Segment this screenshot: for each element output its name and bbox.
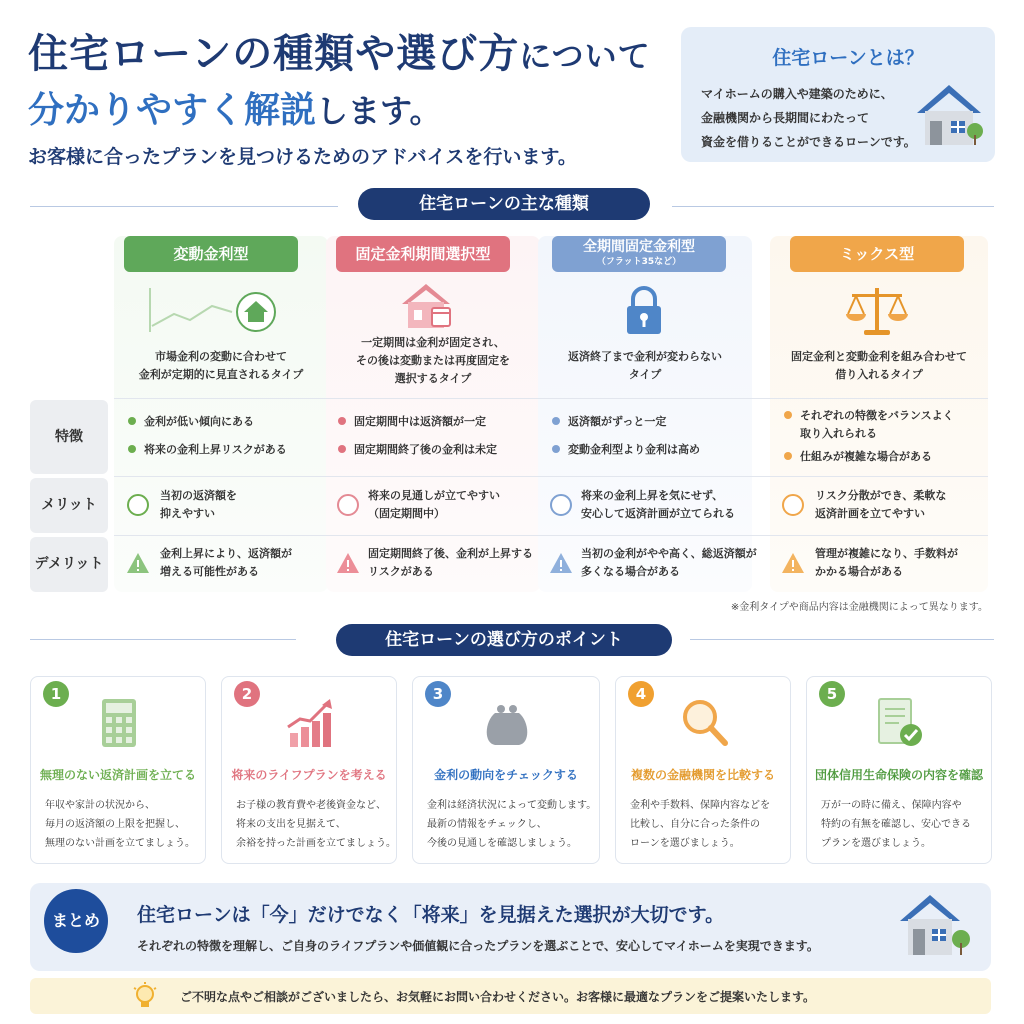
row-divider [114,398,988,399]
merit-circle-icon [337,494,359,516]
summary-badge: まとめ [44,889,108,953]
point-body: お子様の教育費や老後資金など、 将来の支出を見据えて、 余裕を持った計画を立てましょう。 [236,800,396,849]
row-divider [114,476,988,477]
point-card-2 [221,676,397,864]
type-description: 返済終了まで金利が変わらない タイプ [568,350,722,381]
bullet-dot [338,417,346,425]
point-number: 1 [43,681,69,707]
house-icon [898,893,972,959]
point-number: 3 [425,681,451,707]
section-heading-points: 住宅ローンの選び方のポイント [336,624,672,656]
what-is-line: マイホームの購入や建築のために、 [701,87,893,101]
merit-circle-icon [782,494,804,516]
point-card-4 [615,676,791,864]
feature-item: それぞれの特徴をバランスよく [784,407,954,425]
padlock-icon [624,286,664,336]
page-title-line2: 分かりやすく解説します。 [28,90,442,131]
contact-text: ご不明な点やご相談がございましたら、お気軽にお問い合わせください。お客様に最適なプランをご提案いたします。 [180,990,816,1004]
calculator-icon [93,697,145,749]
magnifier-icon [678,697,730,749]
page-subtitle: お客様に合ったプランを見つけるためのアドバイスを行います。 [28,146,577,168]
bullet-dot [128,445,136,453]
type-description: 固定金利と変動金利を組み合わせて 借り入れるタイプ [791,350,967,381]
growth-chart-icon [284,697,336,749]
point-number: 5 [819,681,845,707]
row-label-features: 特徴 [30,400,108,474]
warning-icon [549,552,573,574]
feature-item: 将来の金利上昇リスクがある [128,441,287,459]
feature-item: 金利が低い傾向にある [128,413,254,431]
feature-item: 仕組みが複雑な場合がある [784,448,932,466]
type-badge: 変動金利型 [124,236,298,272]
summary-headline: 住宅ローンは「今」だけでなく「将来」を見据えた選択が大切です。 [137,904,725,926]
divider [30,639,296,640]
bullet-dot [552,445,560,453]
divider [690,639,994,640]
what-is-line: 金融機関から長期間にわたって [701,111,870,125]
divider [30,206,338,207]
point-title: 団体信用生命保険の内容を確認 [814,768,983,782]
house-calendar-icon [400,280,456,330]
row-divider [114,535,988,536]
bullet-dot [784,452,792,460]
point-card-3 [412,676,600,864]
row-label-demerit: デメリット [30,537,108,592]
summary-body: それぞれの特徴を理解し、ご自身のライフプランや価値観に合ったプランを選ぶことで、安心してマイホームを実現できます。 [137,939,819,953]
warning-icon [336,552,360,574]
point-title: 無理のない返済計画を立てる [39,768,196,782]
point-title: 将来のライフプランを考える [231,768,387,782]
row-label-merit: メリット [30,478,108,533]
house-icon [913,79,985,151]
type-badge: 全期間固定金利型 （フラット35など） [552,236,726,272]
feature-item: 固定期間終了後の金利は未定 [338,441,497,459]
feature-item-continued: 取り入れられる [800,427,877,440]
merit-text: 将来の金利上昇を気にせず、 安心して返済計画が立てられる [581,489,735,520]
feature-item: 変動金利型より金利は高め [552,441,700,459]
merit-text: リスク分散ができ、柔軟な 返済計画を立てやすい [815,489,947,520]
point-number: 4 [628,681,654,707]
rising-chart-house-icon [144,284,294,340]
what-is-box [681,27,995,162]
bullet-dot [552,417,560,425]
section-heading-types: 住宅ローンの主な種類 [358,188,650,220]
type-description: 市場金利の変動に合わせて 金利が定期的に見直されるタイプ [138,350,304,381]
demerit-text: 金利上昇により、返済額が 増える可能性がある [160,547,292,578]
what-is-line: 資金を借りることができるローンです。 [701,135,916,149]
feature-item: 返済額がずっと一定 [552,413,666,431]
point-body: 金利や手数料、保障内容などを 比較し、自分に合った条件の ローンを選びましょう。 [630,800,770,849]
merit-text: 当初の返済額を 抑えやすい [160,489,237,520]
type-description: 一定期間は金利が固定され、 その後は変動または再度固定を 選択するタイプ [356,336,510,385]
footnote: ※金利タイプや商品内容は金融機関によって異なります。 [730,602,988,613]
coin-purse-icon [481,697,533,749]
point-title: 複数の金融機関を比較する [630,768,775,782]
warning-icon [126,552,150,574]
demerit-text: 固定期間終了後、金利が上昇する リスクがある [368,547,533,578]
point-card-1 [30,676,206,864]
demerit-text: 管理が複雑になり、手数料が かかる場合がある [815,547,958,578]
bullet-dot [338,445,346,453]
point-body: 金利は経済状況によって変動します。 最新の情報をチェックし、 今後の見通しを確認しましょう。 [427,800,597,849]
scales-icon [844,284,910,338]
point-body: 万が一の時に備え、保障内容や 特約の有無を確認し、安心できる プランを選びましょう。 [821,800,971,849]
point-number: 2 [234,681,260,707]
divider [672,206,994,207]
demerit-text: 当初の金利がやや高く、総返済額が 多くなる場合がある [581,547,757,578]
bullet-dot [128,417,136,425]
merit-circle-icon [550,494,572,516]
page-title-line1: 住宅ローンの種類や選び方について [28,31,651,77]
point-title: 金利の動向をチェックする [434,768,578,782]
what-is-title: 住宅ローンとは？ [772,47,924,69]
merit-circle-icon [127,494,149,516]
summary-box [30,883,991,971]
point-body: 年収や家計の状況から、 毎月の返済額の上限を把握し、 無理のない計画を立てましょう。 [45,800,195,849]
merit-text: 将来の見通しが立てやすい （固定期間中） [368,489,500,520]
type-badge: ミックス型 [790,236,964,272]
document-check-icon [873,697,925,749]
lightbulb-icon [132,982,158,1010]
type-badge: 固定金利期間選択型 [336,236,510,272]
feature-item: 固定期間中は返済額が一定 [338,413,486,431]
point-card-5 [806,676,992,864]
bullet-dot [784,411,792,419]
warning-icon [781,552,805,574]
